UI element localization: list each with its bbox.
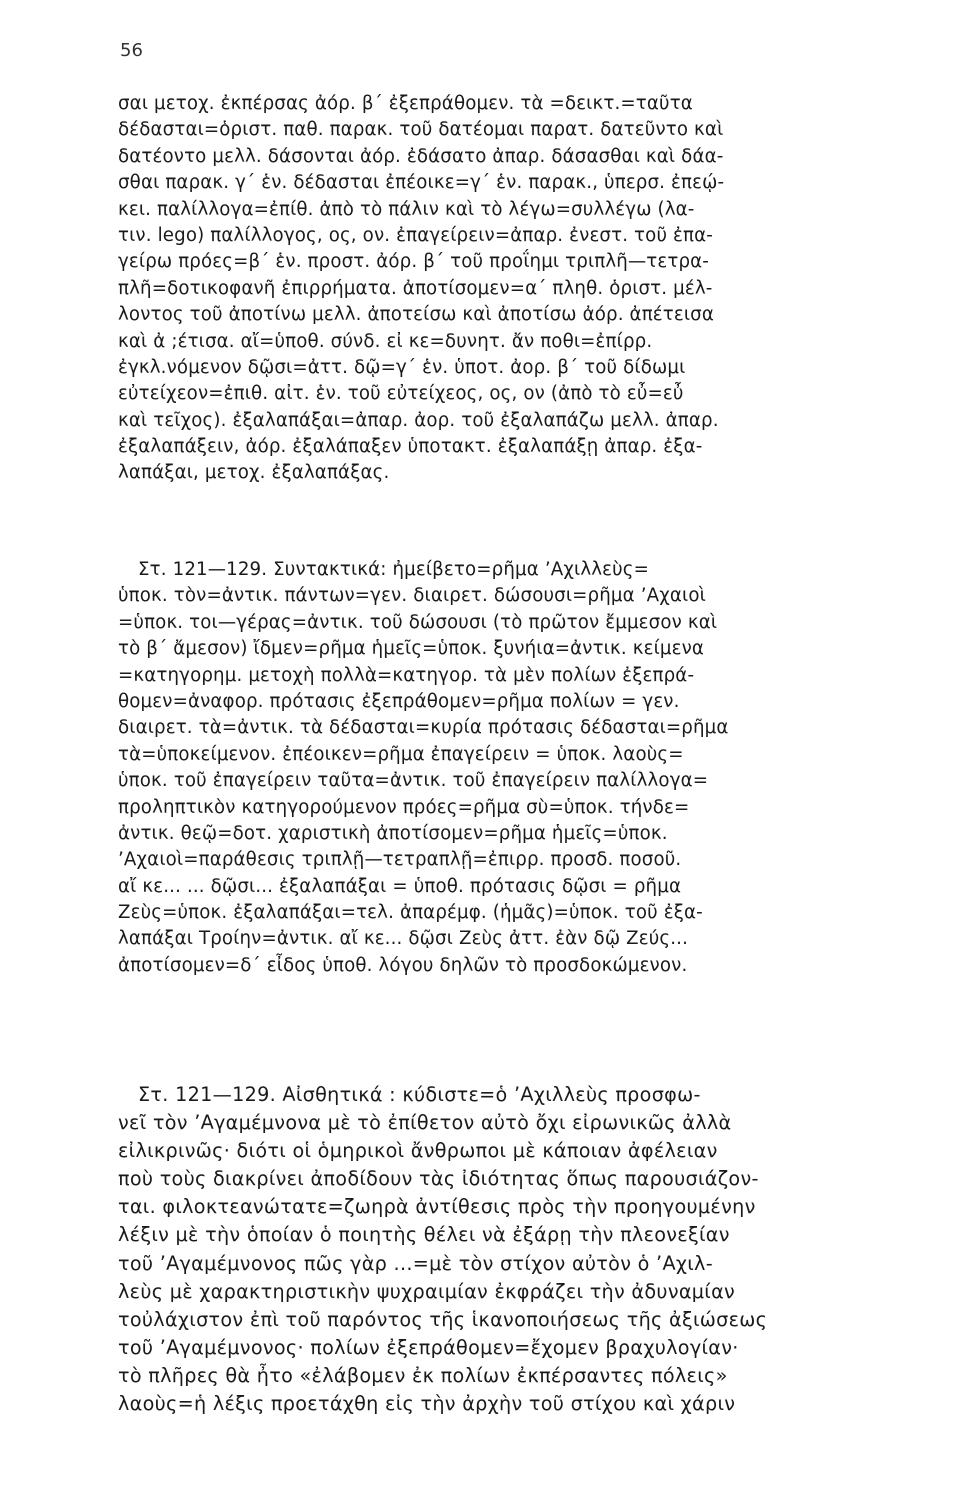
text-line: γείρω πρόες=β΄ ἑν. προστ. ἀόρ. β΄ τοῦ προΐημι τριπλῆ—τετρα- [118, 251, 710, 273]
text-line: εὐτείχεον=ἐπιθ. αἰτ. ἑν. τοῦ εὐτείχεος, ος, ον (ἀπὸ τὸ εὖ=εὖ [118, 383, 684, 405]
syntax-notes-paragraph [118, 557, 960, 979]
text-line: καὶ ἀ ;έτισα. αἴ=ὑποθ. σύνδ. εἰ κε=δυνητ. ἄν ποθι=ἐπίρρ. [118, 330, 653, 352]
text-line: ἀντικ. θεῷ=δοτ. χαριστικὴ ἀποτίσομεν=ρῆμα ἡμεῖς=ὑποκ. [118, 822, 668, 844]
page-number: 56 [120, 40, 143, 61]
text-line: διαιρετ. τὰ=ἀντικ. τὰ δέδασται=κυρία πρότασις δέδασται=ρῆμα [118, 717, 729, 739]
text-line: ’Αχαιοὶ=παράθεσις τριπλῇ—τετραπλῇ=ἐπιρρ. προσδ. ποσοῦ. [118, 849, 682, 871]
text-line: λαπάξαι, μετοχ. ἐξαλαπάξας. [118, 462, 390, 484]
text-line: αἴ κε... ... δῷσι... ἐξαλαπάξαι = ὑποθ. πρότασις δῷσι = ρῆμα [118, 875, 682, 897]
text-line: δατέοντο μελλ. δάσονται ἀόρ. ἐδάσατο ἀπαρ. δάσασθαι καὶ δάα- [118, 145, 724, 167]
text-line: λαοὺς=ἡ λέξις προετάχθη εἰς τὴν ἀρχὴν τοῦ στίχου καὶ χάριν [118, 1392, 736, 1416]
text-line: =κατηγορημ. μετοχὴ πολλὰ=κατηγορ. τὰ μὲν πολίων ἐξεπρά- [118, 664, 695, 686]
text-line: τοὐλάχιστον ἐπὶ τοῦ παρόντος τῆς ἱκανοποιήσεως τῆς ἀξιώσεως [118, 1307, 768, 1331]
text-line: λεὺς μὲ χαρακτηριστικὴν ψυχραιμίαν ἐκφράζει τὴν ἀδυναμίαν [118, 1279, 736, 1303]
text-line: τὰ=ὑποκείμενον. ἐπέοικεν=ρῆμα ἐπαγείρειν = ὑποκ. λαοὺς= [118, 743, 684, 765]
text-line: λαπάξαι Τροίην=ἀντικ. αἴ κε... δῷσι Ζεὺς ἀττ. ἐὰν δῷ Ζεύς... [118, 928, 689, 950]
text-line: δέδασται=ὁριστ. παθ. παρακ. τοῦ δατέομαι παρατ. δατεῦντο καὶ [118, 119, 724, 141]
text-line: εἰλικρινῶς· διότι οἱ ὁμηρικοὶ ἄνθρωποι μὲ κάποιαν ἀφέλειαν [118, 1139, 718, 1163]
text-line: Ζεὺς=ὑποκ. ἐξαλαπάξαι=τελ. ἀπαρέμφ. (ἡμᾶς)=ὑποκ. τοῦ ἐξα- [118, 902, 703, 924]
text-line: νεῖ τὸν ’Αγαμέμνονα μὲ τὸ ἐπίθετον αὐτὸ ὄχι εἰρωνικῶς ἀλλὰ [118, 1111, 732, 1135]
text-line: ποὺ τοὺς διακρίνει ἀποδίδουν τὰς ἰδιότητας ὅπως παρουσιάζον- [118, 1167, 759, 1191]
text-line: ται. φιλοκτεανώτατε=ζωηρὰ ἀντίθεσις πρὸς τὴν προηγουμένην [118, 1195, 756, 1219]
text-line: ὑποκ. τὸν=ἀντικ. πάντων=γεν. διαιρετ. δώσουσι=ρῆμα ’Αχαιοὶ [118, 585, 706, 607]
text-line: ἀποτίσομεν=δ΄ εἶδος ὑποθ. λόγου δηλῶν τὸ προσδοκώμενον. [118, 954, 688, 976]
text-line: καὶ τεῖχος). ἐξαλαπάξαι=ἀπαρ. ἀορ. τοῦ ἐξαλαπάζω μελλ. ἀπαρ. [118, 409, 719, 431]
text-line: πλῆ=δοτικοφανῆ ἐπιρρήματα. ἀποτίσομεν=α΄ πληθ. ὁριστ. μέλ- [118, 277, 713, 299]
text-line: λοντος τοῦ ἀποτίνω μελλ. ἀποτείσω καὶ ἀποτίσω ἀόρ. ἀπέτεισα [118, 304, 714, 326]
text-line: θομεν=ἀναφορ. πρότασις ἐξεπράθομεν=ρῆμα πολίων = γεν. [118, 690, 680, 712]
grammar-notes-paragraph [118, 91, 960, 487]
text-line: τιν. lego) παλίλλογος, ος, ον. ἐπαγείρειν=ἀπαρ. ἐνεστ. τοῦ ἐπα- [118, 224, 713, 246]
text-line: Στ. 121—129. Συντακτικά: ἠμείβετο=ρῆμα ’Αχιλλεὺς= [138, 559, 650, 580]
text-line: κει. παλίλλογα=ἐπίθ. ἀπὸ τὸ πάλιν καὶ τὸ λέγω=συλλέγω (λα- [118, 198, 695, 220]
text-line: τὸ β΄ ἄμεσον) ἴδμεν=ρῆμα ἡμεῖς=ὑποκ. ξυνήια=ἀντικ. κείμενα [118, 638, 705, 660]
text-line: σθαι παρακ. γ΄ ἑν. δέδασται ἐπέοικε=γ΄ ἑν. παρακ., ὑπερσ. ἐπεῴ- [118, 172, 725, 194]
text-line: τοῦ ’Αγαμέμνονος· πολίων ἐξεπράθομεν=ἔχομεν βραχυλογίαν· [118, 1335, 739, 1359]
text-line: τοῦ ’Αγαμέμνονος πῶς γὰρ ...=μὲ τὸν στίχον αὐτὸν ὁ ’Αχιλ- [118, 1251, 713, 1275]
text-line: σαι μετοχ. ἐκπέρσας ἀόρ. β΄ ἐξεπράθομεν. τὰ =δεικτ.=ταῦτα [118, 93, 693, 114]
aesthetics-notes-paragraph [118, 1081, 960, 1418]
text-line: ὑποκ. τοῦ ἐπαγείρειν ταῦτα=ἀντικ. τοῦ ἐπαγείρειν παλίλλογα= [118, 770, 709, 792]
text-line: ἐξαλαπάξειν, ἀόρ. ἐξαλάπαξεν ὑποτακτ. ἐξαλαπάξῃ ἀπαρ. ἐξα- [118, 436, 703, 458]
text-line: τὸ πλῆρες θὰ ἦτο «ἐλάβομεν ἐκ πολίων ἐκπέρσαντες πόλεις» [118, 1363, 728, 1387]
text-line: =ὑποκ. τοι—γέρας=ἀντικ. τοῦ δώσουσι (τὸ πρῶτον ἔμμεσον καὶ [118, 611, 718, 633]
text-line: λέξιν μὲ τὴν ὁποίαν ὁ ποιητὴς θέλει νὰ ἐξάρῃ τὴν πλεονεξίαν [118, 1223, 730, 1247]
text-line: Στ. 121—129. Αἰσθητικά : κύδιστε=ὁ ’Αχιλλεὺς προσφω- [138, 1083, 701, 1106]
text-line: προληπτικὸν κατηγορούμενον πρόες=ρῆμα σὺ=ὑποκ. τήνδε= [118, 796, 690, 818]
text-line: ἐγκλ.νόμενον δῷσι=ἀττ. δῷ=γ΄ ἑν. ὑποτ. ἀορ. β΄ τοῦ δίδωμι [118, 356, 686, 378]
